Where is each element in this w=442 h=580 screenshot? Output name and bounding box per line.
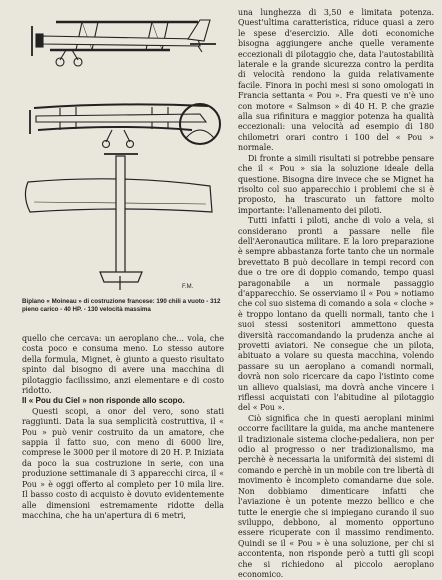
biplane-front-view [30,104,220,148]
left-text-column [22,334,224,521]
right-paragraph-2: Di fronte a simili risultati si potrebbe pensare che il « Pou » sia la soluzione ideale della questione. Bisogna dire invece che se Mignet ha risolto col suo apparecchio i problemi che si è proposto, ha trascurato un fattore molto importante: l'allenamento dei piloti. [238,153,434,215]
right-text-column [238,8,434,580]
left-paragraph-2: Questi scopi, a onor del vero, sono stati raggiunti. Data la sua semplicità costruttiva, il « Pou » può venir costruito da un amatore, che sappia il fatto suo, con meno di 6000 lire, comprese le 3000 per il motore di 20 H. P. Iniziata da poco la sua costruzione in serie, con una produzione settimanale di 3 apparecchi circa, il « Pou » è oggi offerto al completo per 10 mila lire. Il basso costo di acquisto è dovuto evidentemente alle dimensioni estremamente ridotte della macchina, che ha un'apertura di 6 metri, [22,406,224,520]
section-subheading: Il « Pou du Ciel » non risponde allo scopo. [22,396,185,406]
right-paragraph-3: Tutti infatti i piloti, anche di volo a vela, si considerano pronti a passare nelle file dell'Aeronautica militare. E la loro preparazione è sempre abbastanza forte tanto che un normale brevettato B può decollare in tempi record con due o tre ore di doppio comando, tempo quasi paragonabile a un normale passaggio d'apparecchio. Se osserviamo il « Pou » notiamo che col suo sistema di comando a sola « cloche » è troppo lontano da quelli normali, tanto che i suoi stessi sostenitori ammettono questa diversità raccomandando la prudenza anche ai provetti aviatori. Ne consegue che un pilota, abituato a volare su questa macchina, volendo passare su un aeroplano a comandi normali, dovrà non solo ricercare da capo l'istinto come un allievo qualsiasi, ma dovrà anche vincere i riflessi acquistati con l'abitudine al pilotaggio del « Pou ». [238,216,434,413]
left-paragraph-1: quello che cercava: un aeroplano che... vola, che costa poco e consuma meno. Lo stesso autore della formula, Mignet, è giunto a questo risultato spinto dal bisogno di avere una macchina di pilotaggio facilissimo, anzi elementare e di costo ridotto. [22,334,224,396]
illustration-signature: F.M. [182,284,194,290]
aircraft-three-view-drawing [20,6,228,296]
monoplane-top-view [25,154,212,290]
right-paragraph-1: una lunghezza di 3,50 e limitata potenza. Quest'ultima caratteristica, riduce quasi a zero le spese d'esercizio. Alle doti economiche bisogna aggiungere anche quelle veramente eccezionali di pilotaggio che, data l'autostabilità laterale e la grande sicurezza contro la perdita di velocità rendono la guida relativamente facile. Finora in pochi mesi si sono omologati in Francia settanta « Pou ». Fra questi ve n'è uno con motore « Salmson » di 40 H. P. che grazie alla sua rifinitura e maggior potenza ha qualità eccezionali: una velocità ad esempio di 180 chilometri orari contro i 100 del « Pou » normale. [238,8,434,153]
right-paragraph-4: Ciò significa che in questi aeroplani minimi occorre facilitare la guida, ma anche mantenere il tradizionale sistema cloche-pedaliera, non per odio al progresso o ner tradizionalismo, ma perchè è necessaria la uniformità dei sistemi di comando e perchè in un mobile con tre libertà di movimento è incompleto comandarne due sole. Non dobbiamo dimenticare infatti che l'aviazione è un potente mezzo bellico e che tutte le energie che si impiegano curando il suo sviluppo, debbono, al momento opportuno essere ricuperate con il massimo rendimento. Quindi se il « Pou » è una soluzione, per chi si accontenta, non risponde però a tutti gli scopi che si richiedono al piccolo aeroplano economico. [238,413,434,579]
biplane-side-view [32,20,216,66]
figure-caption: Biplano « Moineau » di costruzione francese: 190 chili a vuoto - 312 pieno carico - 40 HP. - 130 velocità massima [22,298,221,314]
